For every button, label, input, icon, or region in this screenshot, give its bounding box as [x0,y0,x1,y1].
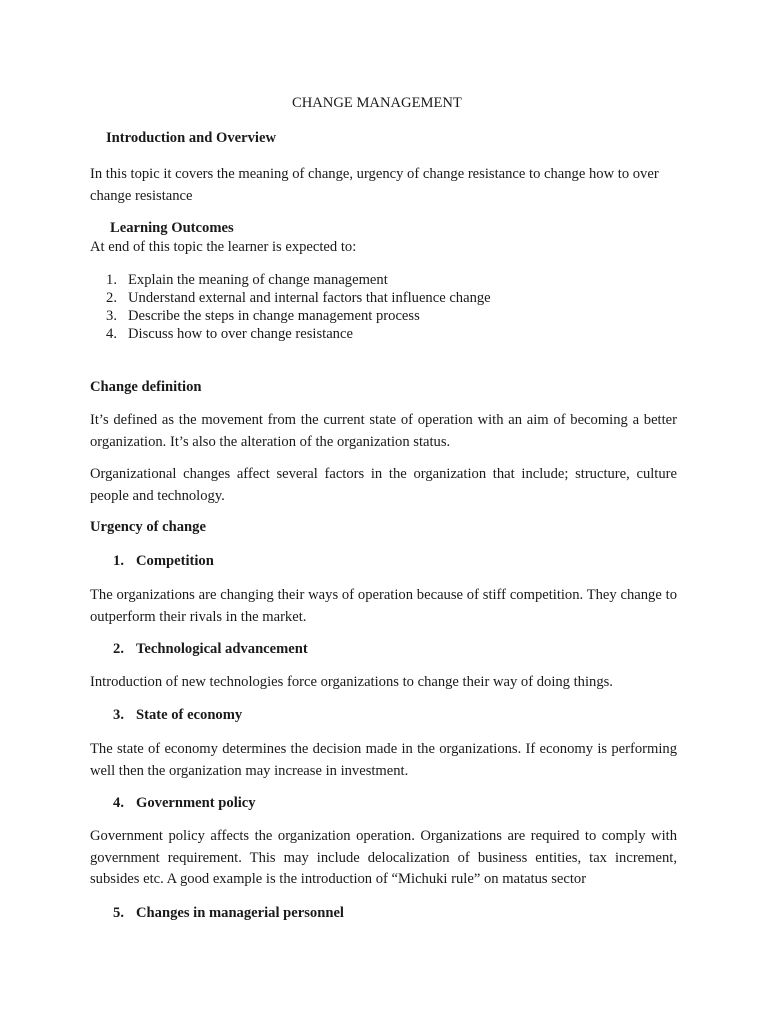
outcome-item: Understand external and internal factors that influence change [128,290,491,306]
urgency-number: 5. [113,905,124,921]
outcome-number: 1. [106,272,117,288]
urgency-item-text: The state of economy determines the decision made in the organizations. If economy is performing well then the organization may increase in investment. [90,741,677,779]
outcome-number: 4. [106,326,117,342]
intro-heading: Introduction and Overview [106,130,277,146]
urgency-heading: Urgency of change [90,519,206,535]
intro-paragraph: In this topic it covers the meaning of change, urgency of change resistance to change how to over change resistance [90,166,659,204]
urgency-item-heading: State of economy [136,707,243,723]
definition-heading: Change definition [90,379,202,395]
urgency-item-text: The organizations are changing their ways of operation because of stiff competition. They change to outperform their rivals in the market. [90,587,677,625]
urgency-item-text: Government policy affects the organization operation. Organizations are required to comply with government requirement. This may include delocalization of business entities, tax increment, subsides etc. A good example is the introduction of “Michuki rule” on matatus sector [90,828,677,887]
urgency-item-heading: Competition [136,553,214,569]
urgency-item-heading: Changes in managerial personnel [136,905,344,921]
outcome-number: 3. [106,308,117,324]
urgency-item-text: Introduction of new technologies force organizations to change their way of doing things. [90,674,613,690]
urgency-number: 2. [113,641,124,657]
definition-paragraph-2: Organizational changes affect several factors in the organization that include; structure, culture people and technology. [90,466,677,504]
outcomes-lead: At end of this topic the learner is expected to: [90,239,357,255]
outcome-item: Explain the meaning of change management [128,272,388,288]
outcome-item: Discuss how to over change resistance [128,326,353,342]
urgency-number: 4. [113,795,124,811]
definition-paragraph-1: It’s defined as the movement from the current state of operation with an aim of becoming a better organization. It’s also the alteration of the organization status. [90,412,677,450]
urgency-number: 3. [113,707,124,723]
urgency-number: 1. [113,553,124,569]
document-title: CHANGE MANAGEMENT [292,95,462,111]
outcome-item: Describe the steps in change management process [128,308,420,324]
urgency-item-heading: Government policy [136,795,256,811]
outcome-number: 2. [106,290,117,306]
urgency-item-heading: Technological advancement [136,641,308,657]
outcomes-heading: Learning Outcomes [110,220,234,236]
